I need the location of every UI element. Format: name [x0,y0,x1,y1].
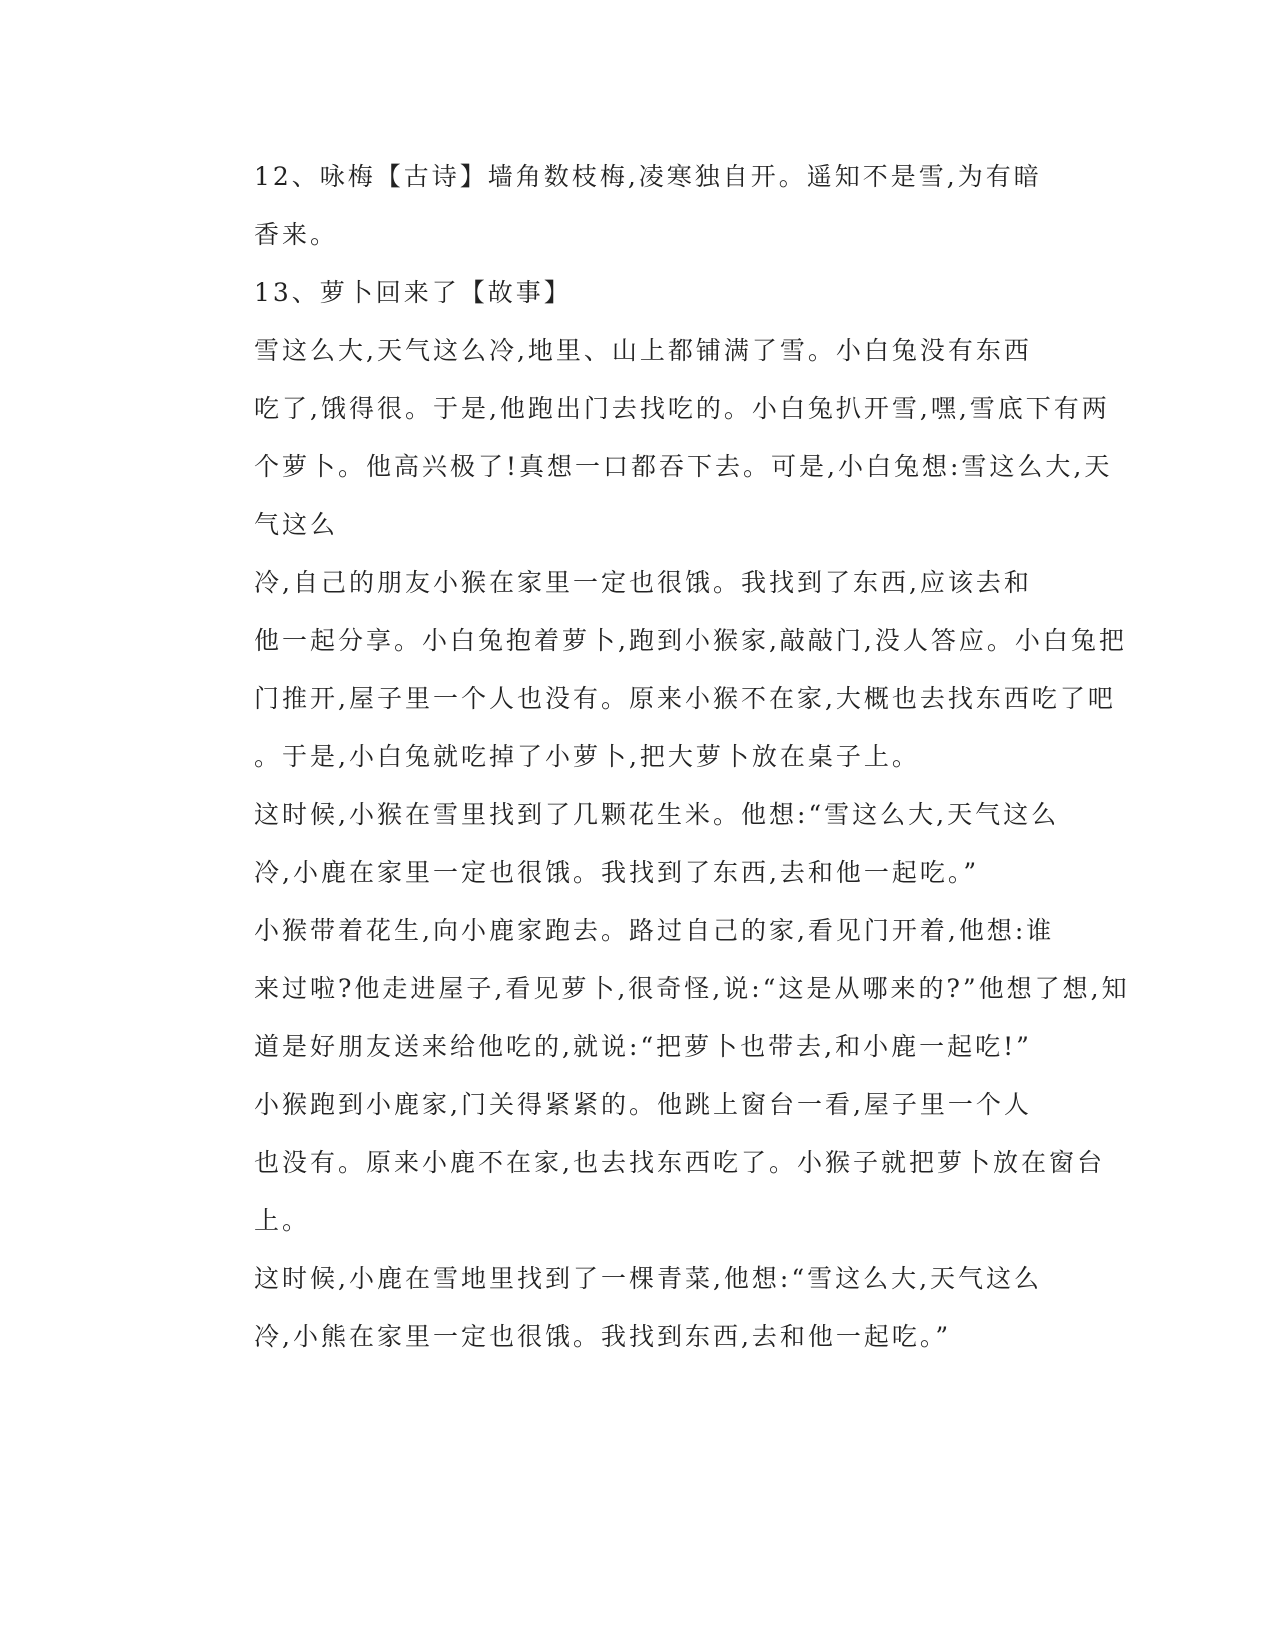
text-line: 。于是,小白兔就吃掉了小萝卜,把大萝卜放在桌子上。 [254,742,920,771]
text-line: 门推开,屋子里一个人也没有。原来小猴不在家,大概也去找东西吃了吧 [254,684,1116,713]
paragraph-poem [182,148,1042,264]
paragraph-story-title [182,264,1042,322]
text-line: 13、萝卜回来了【故事】 [254,278,572,307]
text-line: 12、咏梅【古诗】墙角数枝梅,凌寒独自开。遥知不是雪,为有暗 [254,162,1042,191]
paragraph-story [182,786,1060,902]
text-line: 道是好朋友送来给他吃的,就说:“把萝卜也带去,和小鹿一起吃!” [254,1032,1032,1061]
text-line: 也没有。原来小鹿不在家,也去找东西吃了。小猴子就把萝卜放在窗台 [254,1148,1105,1177]
text-line: 个萝卜。他高兴极了!真想一口都吞下去。可是,小白兔想:雪这么大,天 [254,452,1113,481]
text-line: 来过啦?他走进屋子,看见萝卜,很奇怪,说:“这是从哪来的?”他想了想,知 [254,974,1130,1003]
paragraph-story [182,1250,1042,1366]
text-line: 上。 [254,1206,311,1235]
text-line: 小猴跑到小鹿家,门关得紧紧的。他跳上窗台一看,屋子里一个人 [254,1090,1032,1119]
text-line: 冷,自己的朋友小猴在家里一定也很饿。我找到了东西,应该去和 [254,568,1032,597]
text-line: 气这么 [254,510,339,539]
text-line: 他一起分享。小白兔抱着萝卜,跑到小猴家,敲敲门,没人答应。小白兔把 [254,626,1127,655]
paragraph-story [182,322,1113,554]
text-line: 冷,小鹿在家里一定也很饿。我找到了东西,去和他一起吃。” [254,858,980,887]
text-line: 这时候,小鹿在雪地里找到了一棵青菜,他想:“雪这么大,天气这么 [254,1264,1043,1293]
text-line: 这时候,小猴在雪里找到了几颗花生米。他想:“雪这么大,天气这么 [254,800,1060,829]
paragraph-story [182,1076,1105,1250]
paragraph-story [182,554,1127,786]
text-line: 香来。 [254,220,339,249]
paragraph-story [182,902,1130,1076]
text-line: 吃了,饿得很。于是,他跑出门去找吃的。小白兔扒开雪,嘿,雪底下有两 [254,394,1110,423]
text-line: 冷,小熊在家里一定也很饿。我找到东西,去和他一起吃。” [254,1322,952,1351]
text-line: 雪这么大,天气这么冷,地里、山上都铺满了雪。小白兔没有东西 [254,336,1032,365]
document-body [182,148,1130,1366]
text-line: 小猴带着花生,向小鹿家跑去。路过自己的家,看见门开着,他想:谁 [254,916,1055,945]
